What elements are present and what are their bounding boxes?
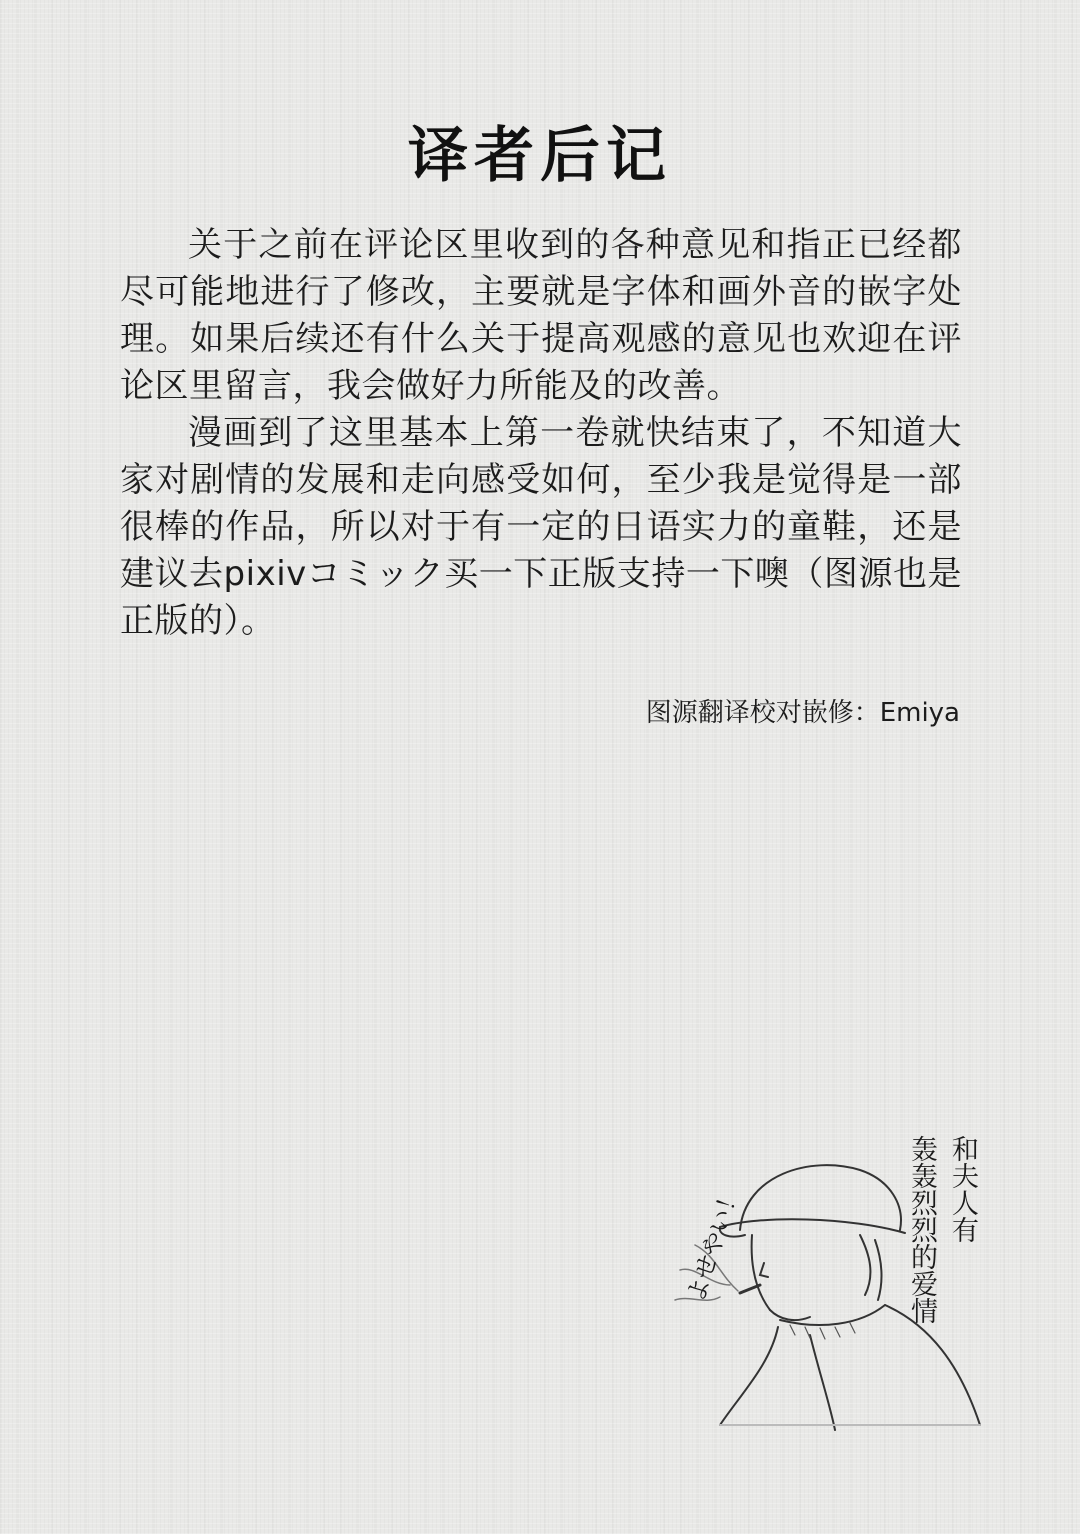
speech-column-1: 和夫人有	[947, 1135, 978, 1243]
afterword-body	[120, 222, 962, 645]
speech-column-2-top: 轰轰烈烈	[906, 1135, 937, 1243]
speech-column-2	[905, 1135, 937, 1324]
speech-column-2-bottom: 的爱情	[906, 1243, 937, 1324]
page-title: 译者后记	[408, 121, 672, 191]
paragraph-2: 漫画到了这里基本上第一卷就快结束了，不知道大家对剧情的发展和走向感受如何，至少我是觉得是一部很棒的作品，所以对于有一定的日语实力的童鞋，还是建议去pixivコミック买一下正版支持一下噢（图源也是正版的）。	[120, 413, 962, 641]
paragraph-1: 关于之前在评论区里收到的各种意见和指正已经都尽可能地进行了修改，主要就是字体和画外音的嵌字处理。如果后续还有什么关于提高观感的意见也欢迎在评论区里留言，我会做好力所能及的改善。	[120, 225, 962, 406]
sound-effect-text: よせやい！	[681, 1182, 746, 1306]
translator-credit: 图源翻译校对嵌修：Emiya	[645, 698, 960, 728]
